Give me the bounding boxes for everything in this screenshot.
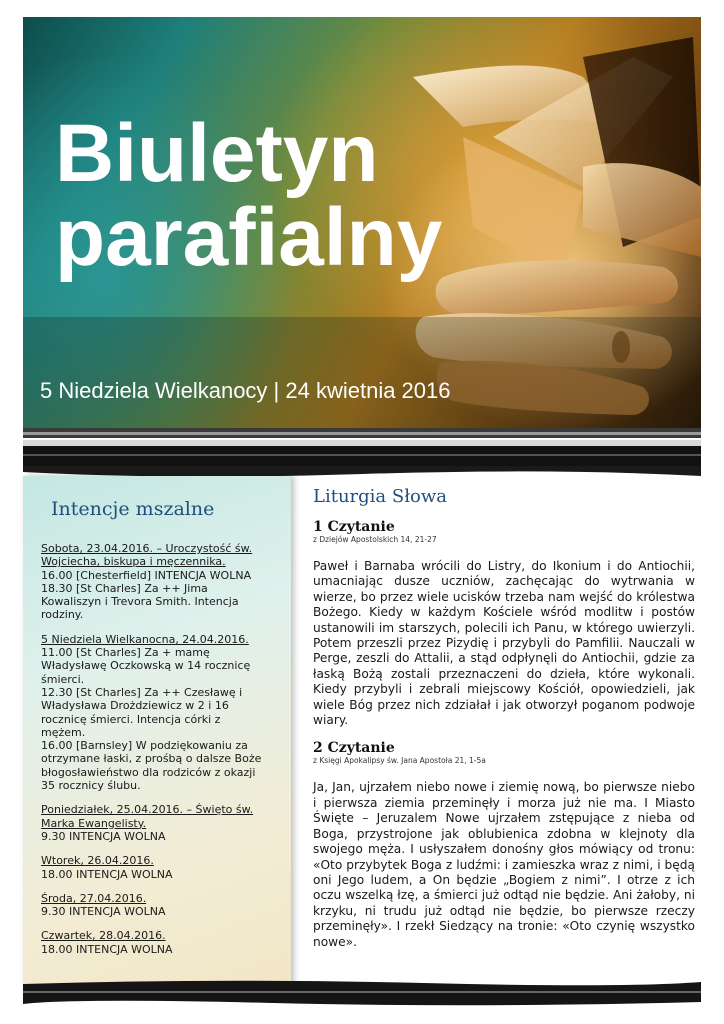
title-line-1: Biuletyn [55,108,379,199]
day-heading: Sobota, 23.04.2016. – Uroczystość św. Wojciecha, biskupa i męczennika. [41,542,253,569]
day-heading: Wtorek, 26.04.2016. [41,854,154,868]
list-item [41,542,263,622]
reading-source: z Dziejów Apostolskich 14, 21-27 [313,535,437,544]
liturgy-heading: Liturgia Słowa [313,486,448,507]
intention-entry: 11.00 [St Charles] Za + mamę Władysławę Oczkowską w 14 rocznicę śmierci. [41,646,251,686]
banner-image [23,17,701,437]
brush-divider-top [23,428,701,482]
intention-entry: 18.00 INTENCJA WOLNA [41,942,173,956]
mass-intentions-heading: Intencje mszalne [51,498,215,520]
reading-text: Paweł i Barnaba wrócili do Listry, do Ikonium i do Antiochii, umacniając dusze uczniów, zachęcając do wytrwania w wierze, bo przez wiele ucisków trzeba nam wejść do królestwa Bożego. Kiedy w każdym Kościele wśród modlitw i postów ustanowili im starszych, polecili ich Panu, w którego uwierzyli. Potem przeszli przez Pizydię i przybyli do Pamfilii. Nauczali w Perge, zeszli do Attalii, a stąd odpłynęli do Antiochii, gdzie za łaską Bożą zostali przeznaczeni do dzieła, które wykonali. Kiedy przybyli i zebrali miejscowy Kościół, opowiedzieli, jak wiele Bóg przez nich zdziałał i jak otworzył poganom podwoje wiary. [313,559,695,728]
intentions-list [41,542,263,967]
reading-source: z Księgi Apokalipsy św. Jana Apostoła 21, 1-5a [313,756,486,766]
intention-entry: 18.00 INTENCJA WOLNA [41,867,173,881]
list-item [41,803,263,843]
reading-title: 2 Czytanie [313,740,395,757]
reading-title: 1 Czytanie [313,519,395,535]
intention-entry: 9.30 INTENCJA WOLNA [41,829,166,843]
list-item [41,929,263,956]
title-line-2: parafialny [55,192,443,283]
second-reading [313,740,695,949]
first-reading [313,519,695,728]
mass-intentions-panel [23,476,291,986]
list-item [41,633,263,793]
intention-entry: 9.30 INTENCJA WOLNA [41,905,166,919]
day-heading: Środa, 27.04.2016. [41,891,147,905]
reading-text: Ja, Jan, ujrzałem niebo nowe i ziemię nową, bo pierwsze niebo i pierwsza ziemia przeminęły i morza już nie ma. I Miasto Święte – Jeruzalem Nowe ujrzałem zstępujące z nieba od Boga, przystrojone jak oblubienica zdobna w klejnoty dla swojego męża. I usłyszałem donośny głos mówiący od tronu: «Oto przybytek Boga z ludźmi: i zamieszka wraz z nimi, i będą oni Jego ludem, a On będzie „Bogiem z nimi”. I otrze z ich oczu wszelką łzę, a śmierci już odtąd nie będzie. Ani żałoby, ni krzyku, ni trudu już odtąd nie będzie, bo pierwsze rzeczy przeminęły». I rzekł Siedzący na tronie: «Oto czynię wszystko nowe». [313,780,695,949]
day-heading: 5 Niedziela Wielkanocna, 24.04.2016. [41,632,249,646]
bulletin-title [55,108,615,283]
brush-divider-bottom [23,978,701,1008]
intention-entry: 16.00 [Barnsley] W podziękowaniu za otrzymane łaski, z prośbą o dalsze Boże błogosławieństwo dla rodziców z okazji 35 rocznicy ślubu. [41,739,262,793]
day-heading: Czwartek, 28.04.2016. [41,929,166,943]
liturgy-section [313,486,695,962]
issue-date-subtitle: 5 Niedziela Wielkanocy | 24 kwietnia 2016 [40,378,451,403]
intention-entry: 16.00 [Chesterfield] INTENCJA WOLNA [41,568,252,582]
list-item [41,854,263,881]
day-heading: Poniedziałek, 25.04.2016. – Święto św. Marka Ewangelisty. [41,803,254,830]
intention-entry: 12.30 [St Charles] Za ++ Czesławę i Władysława Drożdziewicz w 2 i 16 rocznicę śmierci. Intencja córki z mężem. [41,685,243,739]
list-item [41,892,263,919]
intention-entry: 18.30 [St Charles] Za ++ Jima Kowaliszyn i Trevora Smith. Intencja rodziny. [41,581,239,622]
